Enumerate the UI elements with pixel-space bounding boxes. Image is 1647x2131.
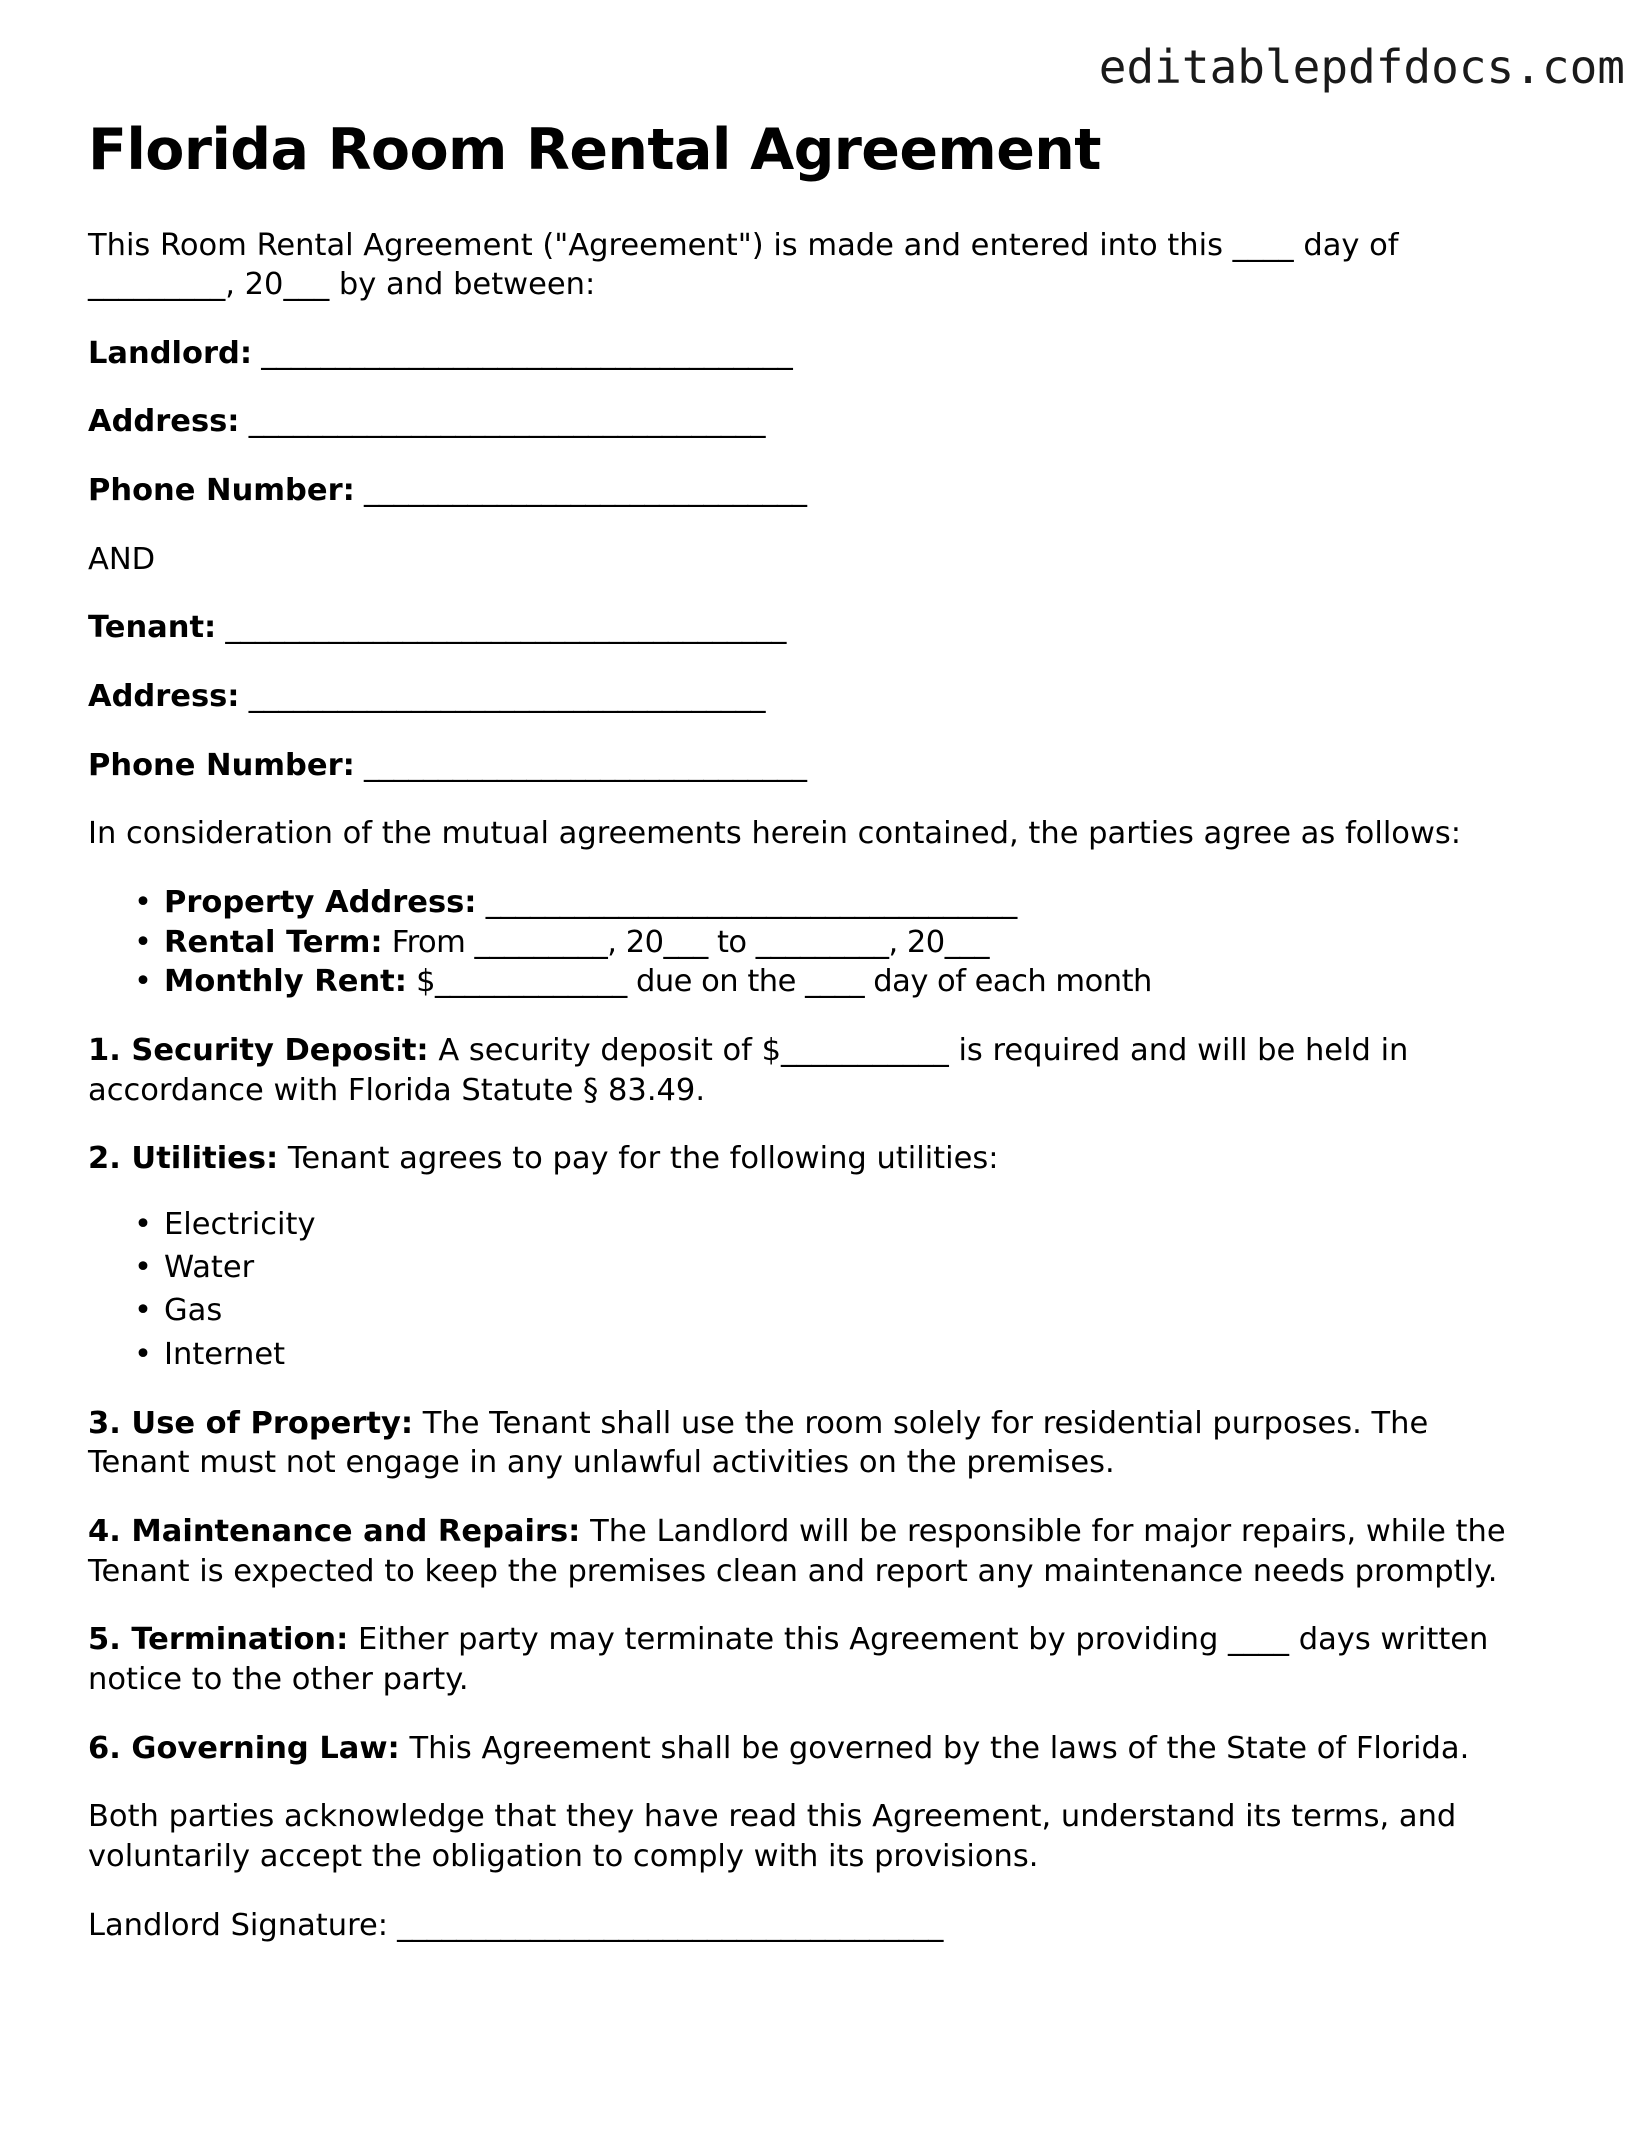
section-4-label: 4. Maintenance and Repairs: <box>88 1514 581 1550</box>
list-item: • Water <box>164 1248 1528 1288</box>
section-4-body: The Landlord will be responsible for major repairs, while the Tenant is expected to keep the premises clean and report any maintenance needs promptly. <box>88 1514 1506 1589</box>
acknowledgement-paragraph: Both parties acknowledge that they have read this Agreement, understand its terms, and voluntarily accept the obligation to comply with its provisions. <box>88 1799 1457 1874</box>
list-item <box>164 923 1528 963</box>
landlord-address-blank[interactable]: ___________________________________ <box>239 404 765 440</box>
monthly-rent-label: Monthly Rent: <box>164 964 407 1000</box>
section-3-label: 3. Use of Property: <box>88 1405 414 1441</box>
landlord-name-field <box>88 334 1528 374</box>
landlord-signature-blank[interactable]: _____________________________________ <box>387 1907 943 1943</box>
section-termination <box>88 1620 1528 1699</box>
landlord-name-label: Landlord: <box>88 335 253 371</box>
and-connector: AND <box>88 541 156 577</box>
section-1-body: A security deposit of $___________ is required and will be held in accordance with Florida Statute § 83.49. <box>88 1032 1409 1108</box>
landlord-signature-field <box>88 1906 1528 1946</box>
section-use-of-property <box>88 1404 1528 1483</box>
property-address-blank[interactable]: ____________________________________ <box>476 884 1017 920</box>
tenant-address-label: Address: <box>88 679 240 715</box>
property-address-label: Property Address: <box>164 884 477 920</box>
section-6-body: This Agreement shall be governed by the laws of the State of Florida. <box>399 1730 1470 1766</box>
section-2-label: 2. Utilities: <box>88 1141 279 1177</box>
section-governing-law <box>88 1729 1528 1769</box>
list-item <box>164 962 1528 1002</box>
list-item <box>164 883 1528 923</box>
tenant-phone-blank[interactable]: ______________________________ <box>354 747 807 783</box>
section-5-body: Either party may terminate this Agreement by providing ____ days written notice to the other party. <box>88 1622 1489 1697</box>
landlord-phone-label: Phone Number: <box>88 473 355 509</box>
list-item: • Gas <box>164 1291 1528 1331</box>
landlord-signature-label: Landlord Signature: <box>88 1907 388 1943</box>
site-watermark: editablepdfdocs.com <box>1098 40 1625 94</box>
tenant-address-blank[interactable]: ___________________________________ <box>239 679 765 715</box>
document-body <box>88 117 1528 1974</box>
consideration-paragraph: In consideration of the mutual agreements herein contained, the parties agree as follows: <box>88 816 1462 852</box>
section-3-body: The Tenant shall use the room solely for residential purposes. The Tenant must not engage in any unlawful activities on the premises. <box>88 1405 1429 1481</box>
tenant-phone-label: Phone Number: <box>88 747 355 783</box>
section-maintenance-and-repairs <box>88 1512 1528 1591</box>
section-6-label: 6. Governing Law: <box>88 1730 400 1766</box>
landlord-address-label: Address: <box>88 404 240 440</box>
tenant-name-label: Tenant: <box>88 610 217 646</box>
landlord-name-blank[interactable]: ____________________________________ <box>252 335 793 371</box>
section-1-label: 1. Security Deposit: <box>88 1032 429 1068</box>
landlord-address-field <box>88 402 1528 442</box>
section-security-deposit <box>88 1031 1528 1110</box>
tenant-name-blank[interactable]: ______________________________________ <box>216 610 786 646</box>
rental-term-blank[interactable]: From _________, 20___ to _________, 20___ <box>382 924 989 960</box>
list-item: • Internet <box>164 1335 1528 1375</box>
rental-term-label: Rental Term: <box>164 924 383 960</box>
monthly-rent-blank[interactable]: $_____________ due on the ____ day of each month <box>406 964 1152 1000</box>
tenant-name-field <box>88 608 1528 648</box>
utilities-list <box>88 1205 1528 1375</box>
section-utilities <box>88 1139 1528 1179</box>
tenant-phone-field <box>88 746 1528 786</box>
page-title: Florida Room Rental Agreement <box>88 117 1101 183</box>
landlord-phone-blank[interactable]: ______________________________ <box>354 473 807 509</box>
list-item: • Electricity <box>164 1205 1528 1245</box>
section-2-body: Tenant agrees to pay for the following utilities: <box>278 1141 999 1177</box>
intro-paragraph: This Room Rental Agreement ("Agreement") is made and entered into this ____ day of _________, 20___ by and between: <box>88 227 1399 303</box>
landlord-phone-field <box>88 471 1528 511</box>
tenant-address-field <box>88 677 1528 717</box>
section-5-label: 5. Termination: <box>88 1622 349 1658</box>
terms-bullet-list <box>88 883 1528 1002</box>
